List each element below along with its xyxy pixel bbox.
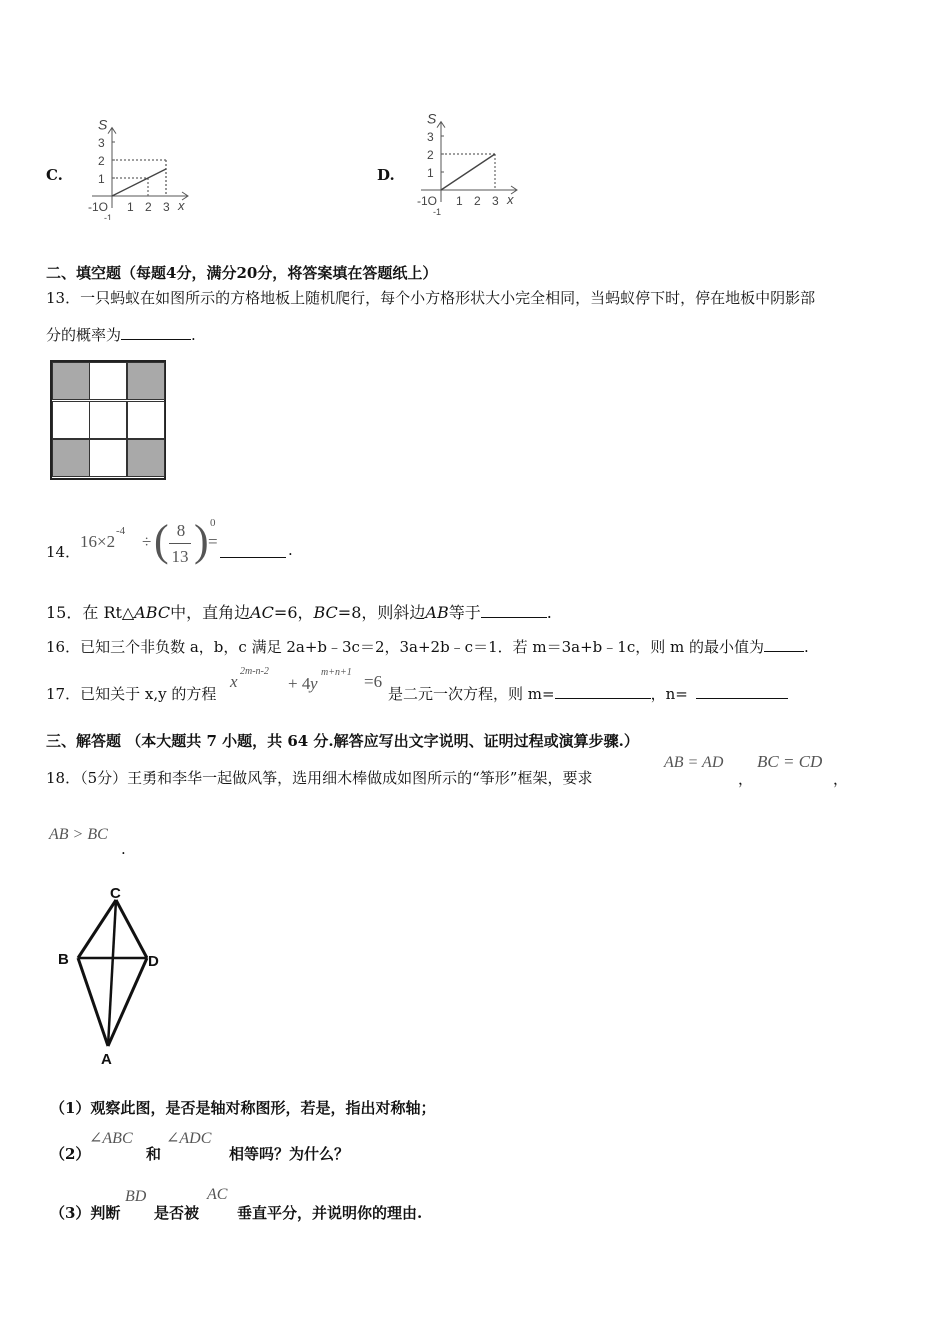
- q14-equals: =: [208, 532, 218, 551]
- q14-end: .: [288, 541, 293, 559]
- q15-text-d: =8，则斜边: [337, 603, 426, 622]
- q14-frac-bar: [169, 543, 191, 544]
- q14-number: 14．: [46, 543, 81, 561]
- q17-equation: [230, 666, 390, 700]
- grid-cell: [127, 401, 165, 439]
- q13-answer-blank[interactable]: [121, 325, 191, 340]
- q14-answer-blank[interactable]: [220, 543, 286, 558]
- q17-text-a: 17．已知关于 x,y 的方程: [46, 685, 217, 703]
- kite-label-c: C: [110, 885, 121, 902]
- q15-end: .: [546, 603, 552, 622]
- q15-text-e: 等于: [448, 603, 481, 622]
- q18-condition-3: AB > BC: [49, 826, 108, 843]
- q15-text-b: 中，直角边: [170, 603, 251, 622]
- option-c-label: C.: [46, 166, 63, 184]
- neg-one-label: -1: [104, 213, 113, 220]
- q15-bc: BC: [313, 603, 338, 622]
- grid-cell-shaded: [52, 439, 90, 477]
- kite-edge-cb: [78, 900, 116, 958]
- q18-comma-1: ，: [738, 770, 754, 788]
- y-tick-label: 2: [427, 148, 434, 162]
- q18-part3-label: （3）判断: [50, 1204, 121, 1222]
- graph-c: [80, 108, 200, 220]
- kite-figure: [50, 884, 180, 1070]
- q18-part2-and: 和: [146, 1145, 162, 1163]
- grid-cell-shaded: [127, 362, 165, 400]
- q14-frac-den: 13: [171, 547, 189, 566]
- graph-line: [112, 169, 166, 196]
- q15-answer-blank[interactable]: [481, 603, 547, 618]
- section3-heading: 三、解答题 （本大题共 7 小题，共 64 分.解答应写出文字说明、证明过程或演算步骤.）: [46, 732, 639, 750]
- kite-edge-ba: [78, 958, 108, 1046]
- grid-cell: [89, 439, 127, 477]
- grid-cell-shaded: [127, 439, 165, 477]
- q18-condition-2: BC = CD: [757, 752, 823, 771]
- q13-line1: 13．一只蚂蚁在如图所示的方格地板上随机爬行，每个小方格形状大小完全相同，当蚂蚁停下时，停在地板中阴影部: [46, 289, 816, 307]
- kite-label-d: D: [148, 953, 159, 970]
- kite-diagonal-ca: [108, 900, 116, 1046]
- q14-base: 16×2: [80, 532, 116, 551]
- q16-end: .: [803, 638, 809, 656]
- q14-divide: ÷: [142, 532, 152, 551]
- y-tick-label: 3: [98, 136, 105, 150]
- grid-cell: [52, 401, 90, 439]
- q13-end: .: [191, 326, 196, 344]
- q15-text-a: 15．在 Rt△: [46, 603, 135, 622]
- graph-d: [405, 102, 525, 220]
- x-axis-label: x: [507, 192, 514, 207]
- origin-label: -1O: [417, 194, 438, 208]
- q14-power: 0: [210, 517, 216, 529]
- q16-answer-blank[interactable]: [764, 637, 804, 652]
- x-tick-label: 2: [474, 194, 481, 208]
- kite-edge-cd: [116, 900, 147, 958]
- q17-m-blank[interactable]: [555, 684, 651, 699]
- q18-part3-end: 垂直平分，并说明你的理由.: [237, 1204, 423, 1222]
- q15-ab: AB: [425, 603, 449, 622]
- q17-x: x: [230, 672, 238, 691]
- q14-right-paren: ): [194, 516, 209, 565]
- q18-part1: （1）观察此图，是否是轴对称图形，若是，指出对称轴；: [50, 1099, 436, 1117]
- y-axis-label: S: [427, 110, 437, 127]
- x-tick-label: 1: [127, 200, 134, 214]
- q14-frac-num: 8: [176, 521, 186, 540]
- q15-ac: AC: [250, 603, 274, 622]
- option-d-label: D.: [377, 166, 395, 184]
- x-tick-label: 3: [492, 194, 499, 208]
- x-tick-label: 1: [456, 194, 463, 208]
- q17-text-c: ，n=: [650, 685, 688, 703]
- q18-segment-bd: BD: [125, 1188, 147, 1205]
- q16-text: 16．已知三个非负数 a，b，c 满足 2a+b﹣3c＝2，3a+2b﹣c＝1．若 m＝3a+b﹣1c，则 m 的最小值为: [46, 638, 764, 656]
- q18-condition-1: AB = AD: [664, 754, 724, 771]
- q17-rest: [388, 683, 788, 704]
- q17-eq: =6: [364, 672, 383, 691]
- q18-angle-abc: ∠ABC: [89, 1130, 133, 1147]
- q13-grid: [50, 360, 166, 480]
- q17-text-b: 是二元一次方程，则 m=: [388, 685, 555, 703]
- grid-cell: [89, 401, 127, 439]
- y-tick-label: 1: [427, 166, 434, 180]
- kite-label-b: B: [58, 951, 69, 968]
- q13-line2: [46, 324, 196, 345]
- q16: [46, 636, 809, 657]
- origin-label: -1O: [88, 200, 109, 214]
- q17-plus: + 4: [288, 674, 311, 693]
- kite-edge-da: [108, 958, 147, 1046]
- y-tick-label: 3: [427, 130, 434, 144]
- q18-part2-label: （2）: [50, 1145, 91, 1163]
- q18-part3-mid: 是否被: [154, 1204, 200, 1222]
- q18-text: 18．（5分）王勇和李华一起做风筝，选用细木棒做成如图所示的“筝形”框架，要求: [46, 769, 593, 787]
- x-axis-label: x: [178, 198, 185, 213]
- q18-comma-2: ，: [833, 770, 849, 788]
- y-tick-label: 1: [98, 172, 105, 186]
- x-tick-label: 3: [163, 200, 170, 214]
- x-tick-label: 2: [145, 200, 152, 214]
- q17-y: y: [310, 674, 318, 693]
- q13-text: 分的概率为: [46, 326, 122, 344]
- y-tick-label: 2: [98, 154, 105, 168]
- q15-abc: ABC: [134, 603, 171, 622]
- y-axis-label: S: [98, 116, 108, 133]
- q14-exponent: -4: [116, 525, 126, 537]
- q18-period: .: [121, 840, 126, 858]
- section2-heading: 二、填空题（每题4分，满分20分，将答案填在答题纸上）: [46, 264, 438, 282]
- q17-x-exp: 2m-n-2: [240, 666, 269, 677]
- q15: [46, 600, 552, 623]
- grid-cell-shaded: [52, 362, 90, 400]
- q14-expression: [80, 515, 300, 575]
- grid-cell: [89, 362, 127, 400]
- graph-line: [441, 154, 495, 190]
- q18-angle-adc: ∠ADC: [166, 1130, 212, 1147]
- q17-n-blank[interactable]: [696, 684, 788, 699]
- q18-segment-ac: AC: [207, 1186, 228, 1203]
- q17-y-exp: m+n+1: [321, 667, 352, 678]
- q15-text-c: =6，: [273, 603, 314, 622]
- q14-left-paren: (: [154, 516, 169, 565]
- kite-label-a: A: [101, 1051, 112, 1068]
- neg-one-label: -1: [433, 207, 442, 217]
- q18-part2-question: 相等吗？为什么？: [229, 1145, 350, 1163]
